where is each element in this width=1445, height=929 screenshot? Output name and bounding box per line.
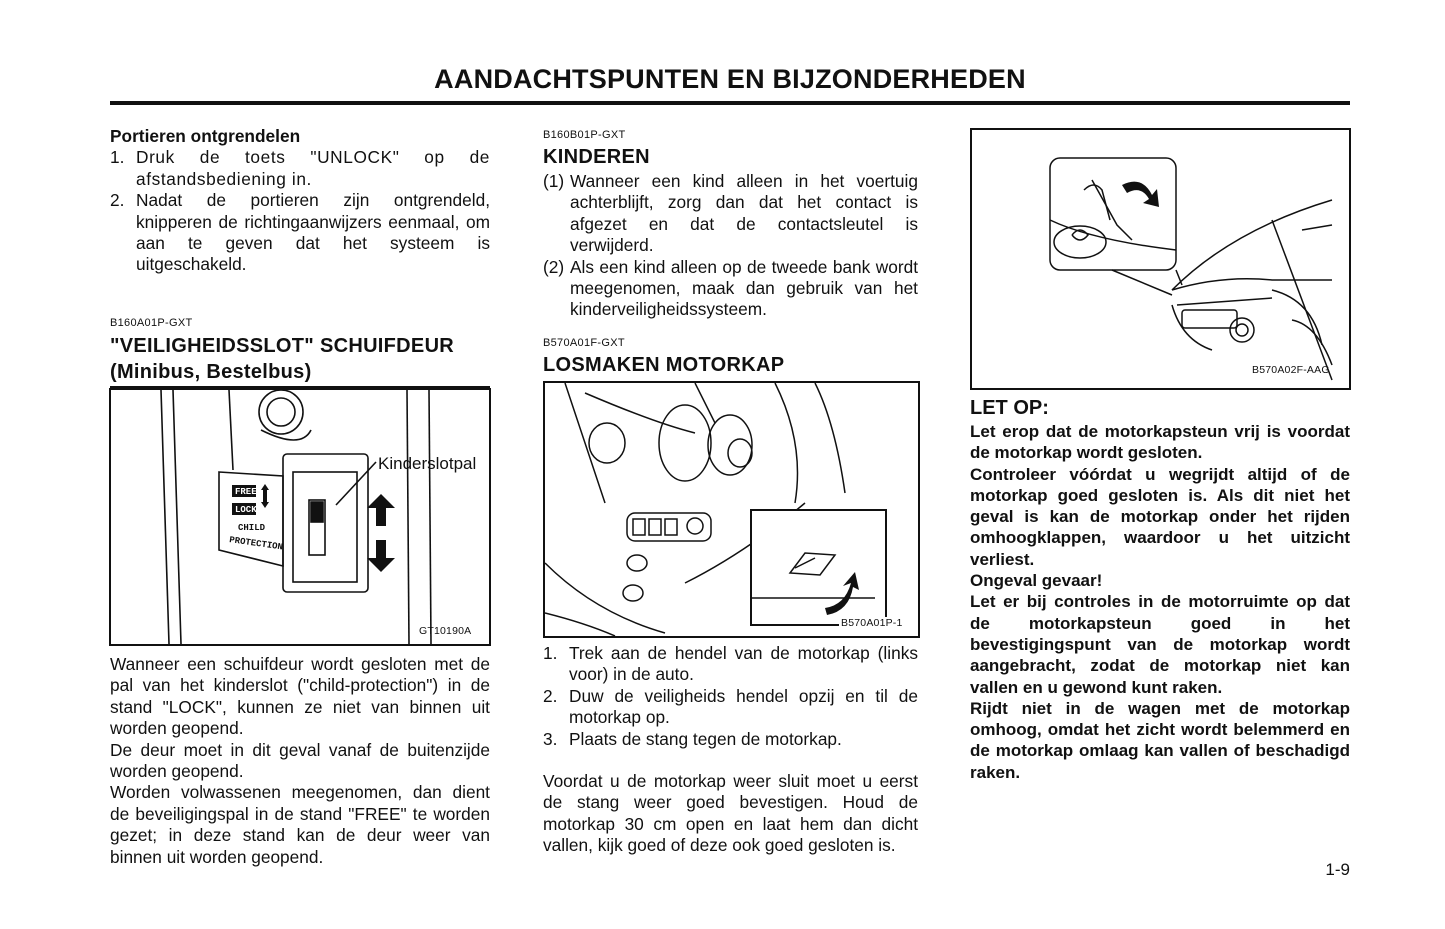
child-lock-body — [110, 654, 490, 868]
hood-steps — [543, 643, 918, 750]
list-item — [543, 257, 918, 321]
list-number: 2. — [543, 685, 558, 706]
hood-support-figure — [970, 128, 1351, 390]
warning-paragraph: Let erop dat de motorkapsteun vrij is voordat de motorkap wordt gesloten. — [970, 422, 1350, 463]
kids-items — [543, 171, 918, 321]
list-text: Als een kind alleen op de tweede bank wordt meegenomen, maak dan gebruik van het kinderveiligheidssysteem. — [570, 256, 918, 320]
warning-paragraph: Controleer vóórdat u wegrijdt altijd of de motorkap goed gesloten is. Als dit niet het geval is kan de motorkap onder het rijden omhoogklappen, waardoor u het uitzicht verliest. — [970, 464, 1350, 569]
hood-release-figure — [543, 381, 920, 638]
warning-paragraph: Let er bij controles in de motorruimte op dat de motorkapsteun goed in het bevestigingspunt van de motorkap wordt aangebracht, zodat de motorkap niet kan vallen en u gewond kunt raken. — [970, 592, 1350, 697]
list-text: Trek aan de hendel van de motorkap (links voor) in de auto. — [569, 643, 918, 685]
tag-child: CHILD — [238, 523, 266, 533]
list-text: Druk de toets "UNLOCK" op de afstandsbediening in. — [136, 147, 490, 189]
figure-code: B570A02F-AAG — [1252, 364, 1330, 376]
section-title: "VEILIGHEIDSSLOT" SCHUIFDEUR — [110, 335, 455, 357]
hood-release-illustration — [545, 383, 918, 636]
tag-free: FREE — [235, 487, 257, 497]
hood-support-illustration — [972, 130, 1349, 388]
list-number: 1. — [543, 643, 558, 663]
list-number: (1) — [543, 171, 565, 191]
warning-paragraph: Rijdt niet in de wagen met de motorkap omhoog, omdat het zicht wordt belemmerd en de motorkap omlaag kan vallen of beschadigd raken. — [970, 698, 1350, 782]
section-code: B160B01P-GXT — [543, 129, 626, 141]
section-code: B160A01P-GXT — [110, 317, 193, 329]
hood-body — [543, 771, 918, 857]
list-item — [110, 147, 490, 190]
list-item — [110, 190, 490, 276]
list-number: 3. — [543, 728, 558, 749]
page-number: 1-9 — [1325, 860, 1350, 879]
list-text: Nadat de portieren zijn ontgrendeld, knipperen de richtingaanwijzers eenmaal, om aan te geven dat het systeem is uitgeschakeld. — [136, 190, 490, 275]
figure-code: B570A01P-1 — [841, 617, 903, 629]
tag-protection: PROTECTION — [228, 535, 284, 553]
unlock-section — [110, 126, 490, 276]
child-lock-section — [110, 316, 490, 388]
paragraph: Wanneer een schuifdeur wordt gesloten met de pal van het kinderslot ("child-protection") in de stand "LOCK", kunnen ze niet van binnen uit worden geopend. — [110, 654, 490, 739]
unlock-title: Portieren ontgrendelen — [110, 126, 301, 146]
figure-code: GT10190A — [419, 625, 472, 637]
list-item — [543, 171, 918, 257]
hood-steps-section — [543, 643, 918, 750]
kids-section — [543, 128, 918, 321]
list-item — [543, 643, 918, 686]
hood-section-header — [543, 336, 918, 377]
list-text: Duw de veiligheids hendel opzij en til de motorkap op. — [569, 685, 918, 728]
list-text: Plaats de stang tegen de motorkap. — [569, 728, 842, 749]
list-number: 2. — [110, 190, 125, 211]
warning-title: LET OP: — [970, 397, 1049, 419]
section-code: B570A01F-GXT — [543, 337, 625, 349]
warning-section — [970, 396, 1350, 783]
child-lock-figure — [109, 388, 491, 646]
list-item — [543, 729, 918, 750]
paragraph: Voordat u de motorkap weer sluit moet u eerst de stang weer goed bevestigen. Houd de motorkap 30 cm open en laat hem dan dicht vallen, kijk goed of deze ook goed gesloten is. — [543, 771, 918, 856]
section-title: KINDEREN — [543, 146, 650, 168]
list-item — [543, 686, 918, 729]
figure-label: Kinderslotpal — [378, 454, 477, 473]
list-number: (2) — [543, 256, 565, 277]
header-rule — [110, 101, 1350, 105]
child-lock-illustration — [111, 390, 489, 644]
list-number: 1. — [110, 147, 125, 168]
section-subtitle: (Minibus, Bestelbus) — [110, 361, 312, 383]
paragraph: De deur moet in dit geval vanaf de buitenzijde worden geopend. — [110, 739, 490, 782]
warning-paragraph: Ongeval gevaar! — [970, 571, 1103, 591]
page-title: AANDACHTSPUNTEN EN BIJZONDERHEDEN — [434, 64, 1026, 94]
section-title: LOSMAKEN MOTORKAP — [543, 354, 785, 376]
paragraph: Worden volwassenen meegenomen, dan dient de beveiligingspal in de stand "FREE" te worden gezet; in deze stand kan de deur weer van binnen uit worden geopend. — [110, 782, 490, 867]
tag-lock: LOCK — [235, 505, 257, 515]
unlock-steps — [110, 147, 490, 275]
list-text: Wanneer een kind alleen in het voertuig achterblijft, zorg dan dat het contact is afgezet en dat de contactsleutel is verwijderd. — [570, 171, 918, 256]
